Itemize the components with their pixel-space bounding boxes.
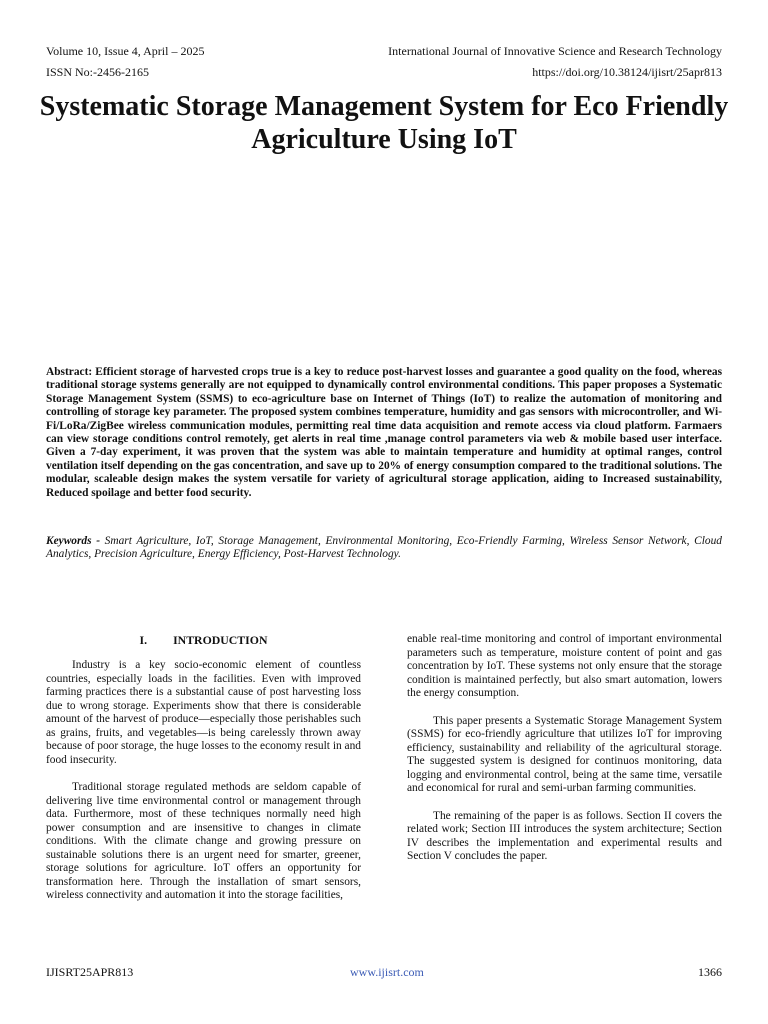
abstract: Abstract: Efficient storage of harvested crops true is a key to reduce post-harvest losses and guarantee a good quality on the food, whereas traditional storage systems generally are not equipped to dynamically control environmental conditions. This paper proposes a Systematic Storage Management System (SSMS) to eco-agriculture base on Internet of Things (IoT) to realize the automation of monitoring and controlling of storage key parameter. The proposed system combines temperature, humidity and gas sensors with microcontroller, and Wi-Fi/LoRa/ZigBee wireless communication modules, permitting real time data acquisition and remote access via cloud platform. Farmaers can view storage conditions control remotely, get alerts in real time ,manage control parameters via web & mobile based user interface. Given a 7-day experiment, it was proven that the system was able to maintain temperature and humidity at optimal ranges, control ventilation itself depending on the gas concentration, and save up to 20% of energy consumption compared to the traditional solutions. The modular, scaleable design makes the system versatile for variety of agricultural storage application, aiding to Increased sustainability, Reduced spoilage and better food security. bbox=[46, 366, 722, 499]
doi-link[interactable]: https://doi.org/10.38124/ijisrt/25apr813 bbox=[532, 65, 722, 79]
keywords bbox=[46, 535, 722, 562]
section-heading bbox=[46, 633, 361, 647]
paragraph: Industry is a key socio-economic element of countless countries, especially loads in the facilities. Even with improved farming practices there is a substantial cause of post harvesting loss due to wrong storage. Experiments show that there is considerable amount of the harvest of produce—especially those perishables such as grains, fruits, and vegetables—is being carelessly thrown away because of poor storage, the huge losses to the economy result in and food insecurity. bbox=[46, 659, 361, 766]
left-column bbox=[46, 659, 361, 917]
keywords-text: Smart Agriculture, IoT, Storage Management, Environmental Monitoring, Eco-Friendly Farming, Wireless Sensor Network, Cloud Analytics, Precision Agriculture, Energy Efficiency, Post-Harvest Technology. bbox=[46, 535, 722, 561]
footer-site-link[interactable]: www.ijisrt.com bbox=[350, 965, 424, 979]
footer-code: IJISRT25APR813 bbox=[46, 965, 134, 979]
issn: ISSN No:-2456-2165 bbox=[46, 65, 150, 79]
paragraph: enable real-time monitoring and control of important environmental parameters such as temperature, moisture content of point and gas concentration by IoT. These systems not only ensure that the storage condition is maintained perfectly, but also smart automation, lowers the energy consumption. bbox=[407, 633, 722, 699]
paragraph: This paper presents a Systematic Storage Management System (SSMS) for eco-friendly agriculture that utilizes IoT for improving efficiency, sustainability and reliability of the agricultural storage. The suggested system is designed for continuos monitoring, data logging and environmental control, being at the same time, versatile and economical for rural and semi-urban farming communities. bbox=[407, 714, 722, 794]
page-number: 1366 bbox=[698, 965, 722, 979]
journal-name: International Journal of Innovative Science and Research Technology bbox=[388, 44, 722, 58]
section-title: INTRODUCTION bbox=[173, 633, 268, 647]
section-number: I. bbox=[139, 633, 148, 647]
volume-info: Volume 10, Issue 4, April – 2025 bbox=[46, 44, 205, 58]
paragraph: Traditional storage regulated methods are seldom capable of delivering live time environmental control or management through data. Furthermore, most of these techniques normally need high power consumption and are insensitive to changes in climate conditions. With the climate change and growing pressure on sustainable solutions there is an urgent need for smarter, greener, storage solutions for agriculture. IoT offers an opportunity for transformation here. Through the installation of smart sensors, wireless connectivity and automation it into the storage facilities, bbox=[46, 781, 361, 901]
right-column bbox=[407, 633, 722, 878]
keywords-label: Keywords - bbox=[46, 535, 101, 547]
paper-title: Systematic Storage Management System for Eco Friendly Agriculture Using IoT bbox=[39, 91, 729, 155]
paragraph: The remaining of the paper is as follows. Section II covers the related work; Section III introduces the system architecture; Section IV describes the implementation and experimental results and Section V concludes the paper. bbox=[407, 809, 722, 862]
